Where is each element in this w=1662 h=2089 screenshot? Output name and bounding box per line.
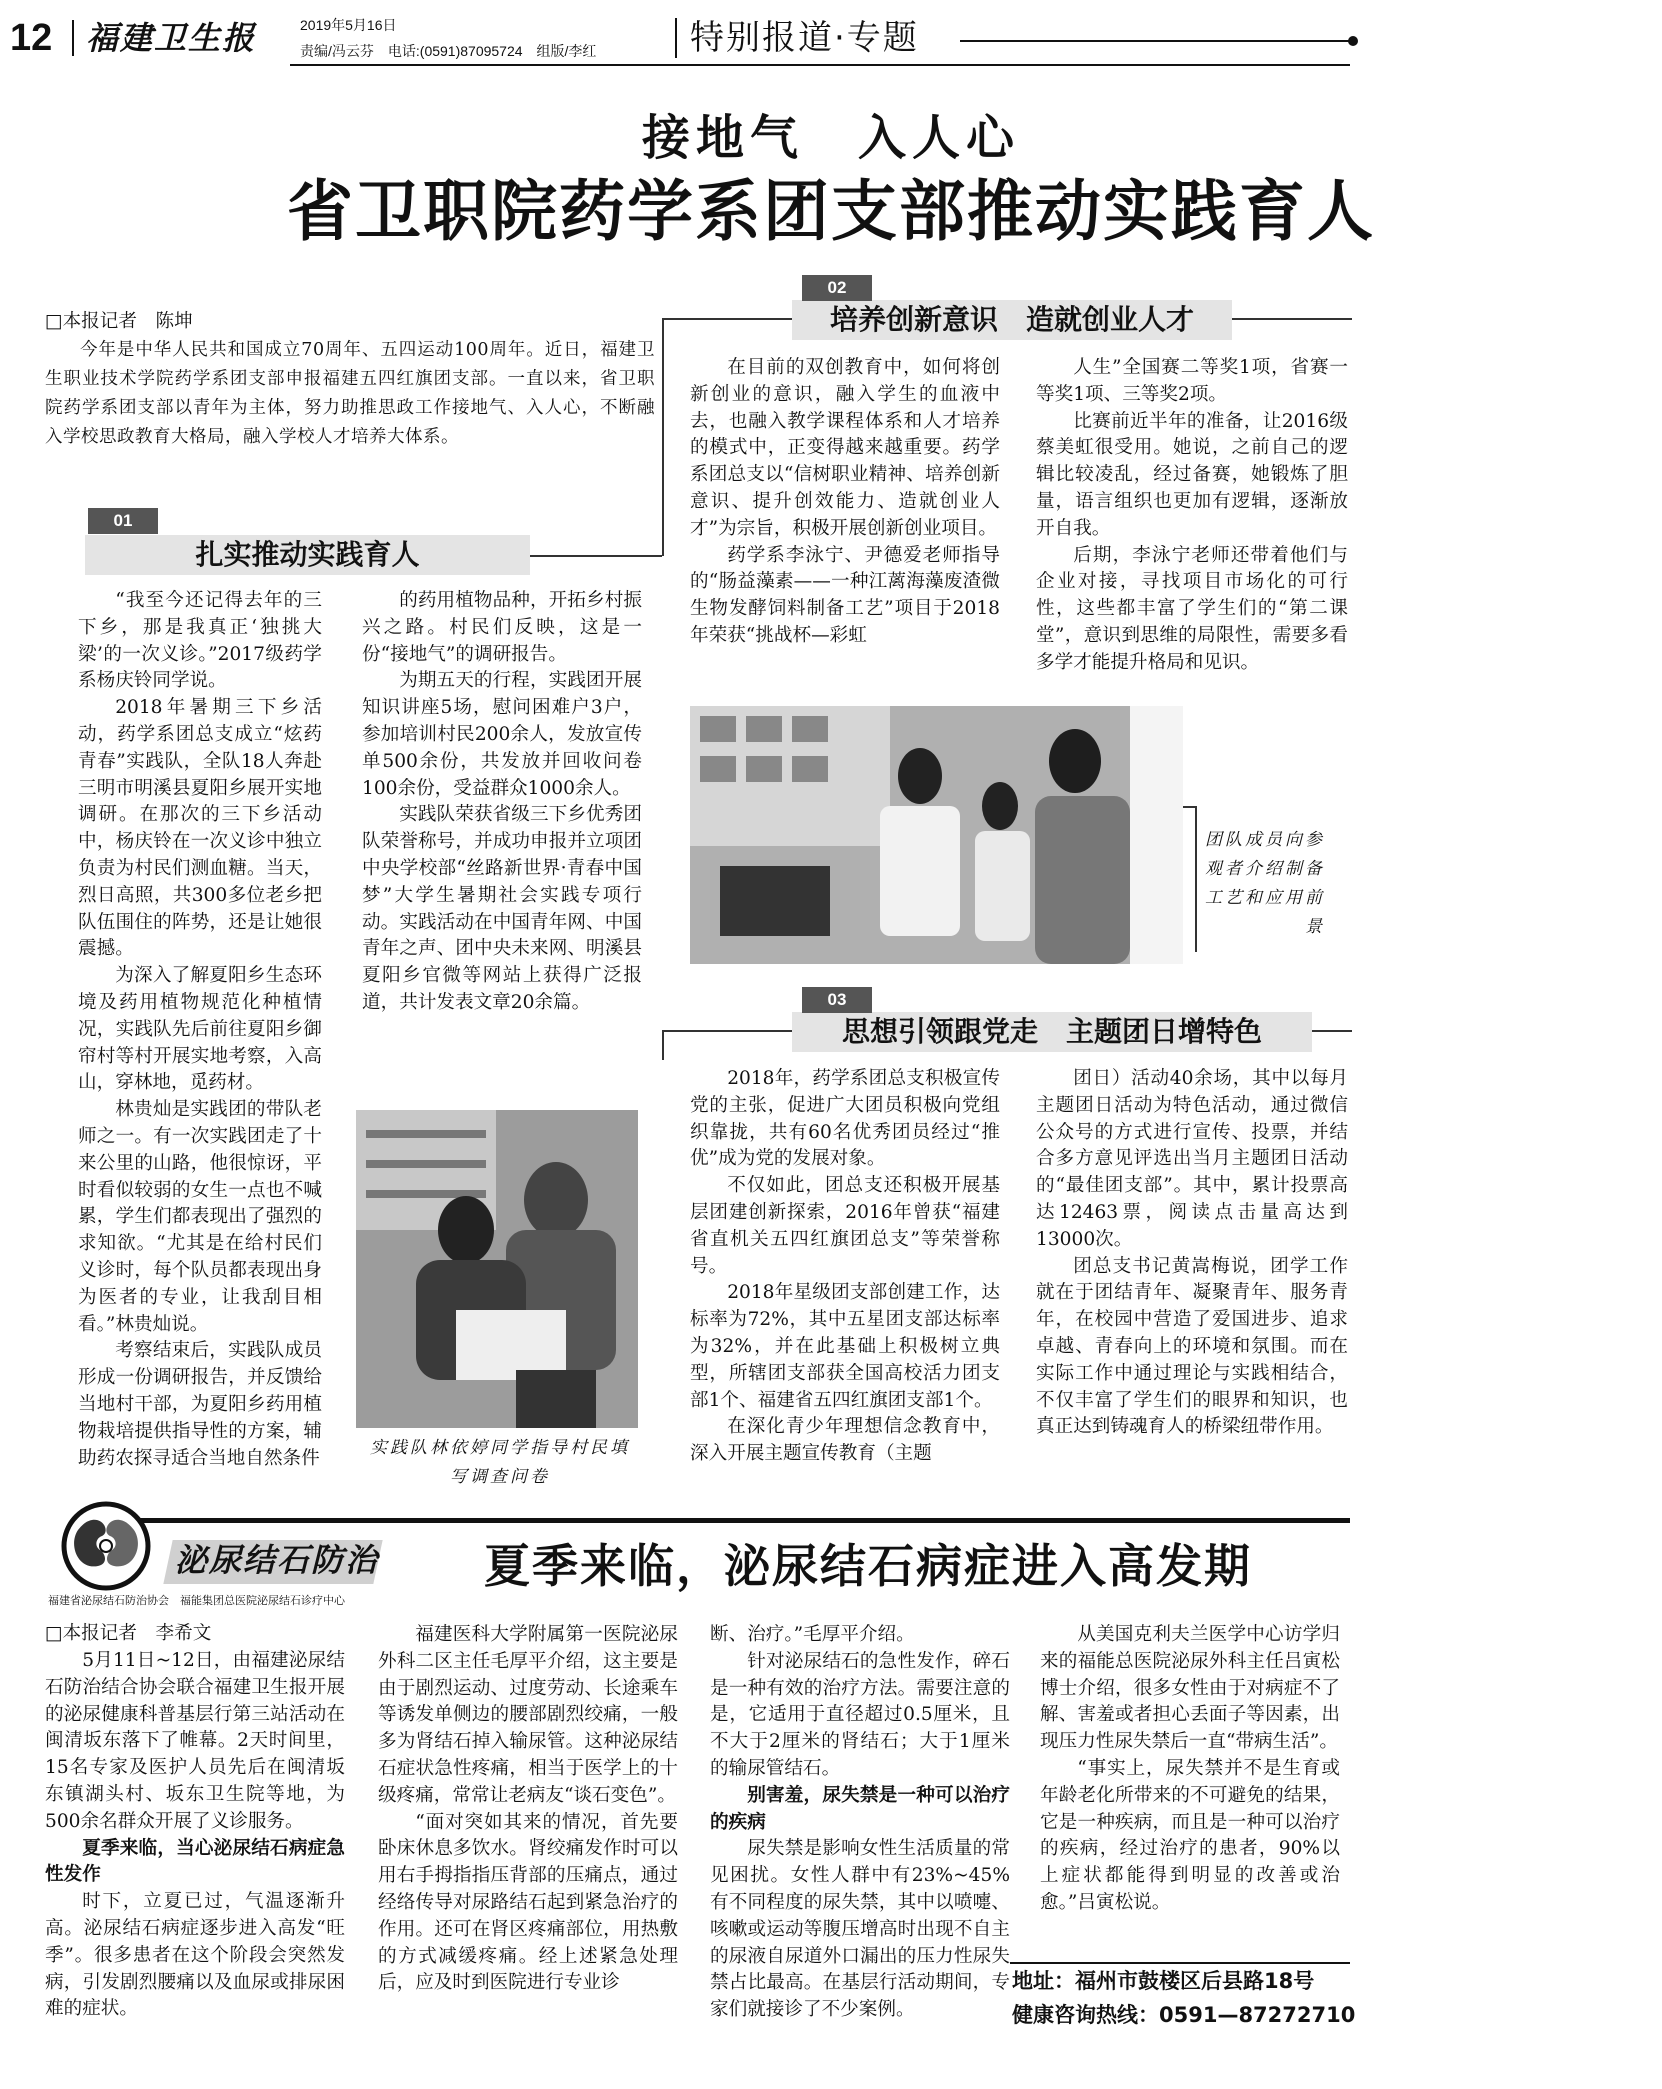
urology-column-4 <box>1040 1622 1340 1917</box>
paragraph: “我至今还记得去年的三下乡，那是我真正‘独挑大梁’的一次义诊。”2017级药学系杨庆铃同学说。 <box>78 590 322 692</box>
paragraph: 从美国克利夫兰医学中心访学归来的福能总医院泌尿外科主任吕寅松博士介绍，很多女性由于对病症不了解、害羞或者担心丢面子等因素，出现压力性尿失禁后一直“带病生活”。 <box>1040 1624 1340 1753</box>
lead-paragraph: 今年是中华人民共和国成立70周年、五四运动100周年。近日，福建卫生职业技术学院药学系团支部申报福建五四红旗团支部。一直以来，省卫职院药学系团支部以青年为主体，努力助推思政工作接地气、入人心，不断融入学校思政教育大格局，融入学校人才培养大体系。 <box>45 340 655 447</box>
section-connector <box>1232 318 1352 320</box>
issue-date: 2019年5月16日 <box>300 17 397 33</box>
paragraph: 时下，立夏已过，气温逐渐升高。泌尿结石病症逐步进入高发“旺季”。很多患者在这个阶段会突然发病，引发剧烈腰痛以及血尿或排尿困难的症状。 <box>45 1891 345 2020</box>
section-number: 02 <box>802 275 872 301</box>
paragraph: 针对泌尿结石的急性发作，碎石是一种有效的治疗方法。需要注意的是，它适用于直径超过0.5厘米，且不大于2厘米的肾结石；大于1厘米的输尿管结石。 <box>710 1650 1010 1779</box>
urology-column-2 <box>378 1622 678 1997</box>
paragraph: 人生”全国赛二等奖1项，省赛一等奖1项、三等奖2项。 <box>1036 357 1348 405</box>
urology-column-3 <box>710 1622 1010 2024</box>
article-kicker: 接地气 入人心 <box>641 110 1020 166</box>
paragraph: 2018年暑期三下乡活动，药学系团总支成立“炫药青春”实践队，全队18人奔赴三明市明溪县夏阳乡展开实地调研。在那次的三下乡活动中，杨庆铃在一次义诊中独立负责为村民们测血糖。当天，烈日高照，共300多位老乡把队伍围住的阵势，还是让她很震撼。 <box>78 697 322 960</box>
contact-address: 地址：福州市鼓楼区后县路18号 <box>1012 1969 1315 1993</box>
paragraph: 林贵灿是实践团的带队老师之一。有一次实践团走了十来公里的山路，他很惊讶，平时看似较弱的女生一点也不喊累，学生们都表现出了强烈的求知欲。“尤其是在给村民们义诊时，每个队员都表现出身为医者的专业，让我刮目相看。”林贵灿说。 <box>78 1099 322 1335</box>
header-divider <box>72 20 74 56</box>
bullet-icon <box>1348 36 1358 46</box>
photo-exhibit-image <box>690 706 1183 964</box>
contact-hotline: 健康咨询热线：0591—87272710 <box>1012 2003 1356 2027</box>
photo-caption-survey: 实践队林依婷同学指导村民填写调查问卷 <box>370 1438 630 1487</box>
section-connector <box>662 318 792 320</box>
paragraph: 尿失禁是影响女性生活质量的常见困扰。女性人群中有23%~45%有不同程度的尿失禁，其中以喷嚏、咳嗽或运动等腹压增高时出现不自主的尿液自尿道外口漏出的压力性尿失禁占比最高。在基层行活动期间，专家们就接诊了不少案例。 <box>710 1838 1010 2021</box>
contact-divider <box>1010 1962 1350 1964</box>
paragraph: 团日）活动40余场，其中以每月主题团日活动为特色活动，通过微信公众号的方式进行宣传、投票，并结合多方意见评选出当月主题团日活动的“最佳团支部”。其中，累计投票高达12463票，阅读点击量高达到13000次。 <box>1036 1068 1348 1250</box>
paragraph: 在目前的双创教育中，如何将创新创业的意识，融入学生的血液中去，也融入教学课程体系和人才培养的模式中，正变得越来越重要。药学系团总支以“信树职业精神、培养创新意识、提升创效能力、造就创业人才”为宗旨，积极开展创新创业项目。 <box>690 357 1000 539</box>
photo-survey <box>356 1110 638 1428</box>
paragraph: 药学系李泳宁、尹德爱老师指导的“肠益藻素——一种江蓠海藻废渣微生物发酵饲料制备工艺”项目于2018年荣获“挑战杯—彩虹 <box>690 544 1000 646</box>
urology-column-1 <box>45 1648 345 2023</box>
paragraph: 不仅如此，团总支还积极开展基层团建创新探索，2016年曾获“福建省直机关五四红旗团总支”等荣誉称号。 <box>690 1175 1000 1277</box>
paragraph: “面对突如其来的情况，首先要卧床休息多饮水。肾绞痛发作时可以用右手拇指指压背部的压痛点，通过经络传导对尿路结石起到紧急治疗的作用。还可在肾区疼痛部位，用热敷的方式减缓疼痛。经上述紧急处理后，应及时到医院进行专业诊 <box>378 1811 678 1994</box>
paragraph: 为期五天的行程，实践团开展知识讲座5场，慰问困难户3户，参加培训村民200余人，发放宣传单500余份，共发放并回收问卷100余份，受益群众1000余人。 <box>362 670 642 799</box>
caption-connector <box>1183 806 1195 808</box>
main-headline: 省卫职院药学系团支部推动实践育人 <box>287 173 1375 250</box>
paragraph: 团总支书记黄嵩梅说，团学工作就在于团结青年、凝聚青年、服务青年，在校园中营造了爱国进步、追求卓越、青春向上的环境和氛围。而在实际工作中通过理论与实践相结合，不仅丰富了学生们的眼界和知识，也真正达到铸魂育人的桥梁纽带作用。 <box>1036 1255 1348 1438</box>
paragraph: 为深入了解夏阳乡生态环境及药用植物规范化种植情况，实践队先后前往夏阳乡御帘村等村开展实地考察，入高山，穿林地，觅药材。 <box>78 965 322 1094</box>
section-title: 特别报道·专题 <box>690 18 919 58</box>
subheading: 夏季来临，当心泌尿结石病症急性发作 <box>45 1837 345 1886</box>
paragraph: 的药用植物品种，开拓乡村振兴之路。村民们反映，这是一份“接地气”的调研报告。 <box>362 590 642 665</box>
column-rule <box>662 318 664 556</box>
section-connector <box>662 1030 792 1032</box>
newspaper-name: 福建卫生报 <box>86 19 257 57</box>
paragraph: “事实上，尿失禁并不是生育或年龄老化所带来的不可避免的结果，它是一种疾病，而且是一种可以治疗的疾病，经过治疗的患者，90%以上症状都能得到明显的改善或治愈。”吕寅松说。 <box>1040 1757 1340 1913</box>
section-connector <box>1312 1030 1352 1032</box>
photo-caption-exhibit: 团队成员向参观者介绍制备工艺和应用前景 <box>1205 830 1325 937</box>
paragraph: 5月11日~12日，由福建泌尿结石防治结合协会联合福建卫生报开展的泌尿健康科普基层行第三站活动在闽清坂东落下了帷幕。2天时间里，15名专家及医护人员先后在闽清坂东镇湖头村、坂东卫生院等地，为500余名群众开展了义诊服务。 <box>45 1650 345 1832</box>
section-title-02: 培养创新意识 造就创业人才 <box>829 303 1194 336</box>
section3-column-2 <box>1036 1066 1348 1441</box>
header-rule-right <box>960 40 1350 42</box>
column-rule <box>662 1030 664 1060</box>
page-number: 12 <box>10 17 53 59</box>
section-connector <box>530 555 662 557</box>
organizer-line: 福建省泌尿结石防治协会 福能集团总医院泌尿结石诊疗中心 <box>48 1594 345 1607</box>
column-logo-title: 泌尿结石防治 <box>175 1541 380 1579</box>
article-lead <box>45 336 655 452</box>
article-byline: □本报记者 陈坤 <box>45 311 193 332</box>
paragraph: 在深化青少年理想信念教育中，深入开展主题宣传教育（主题 <box>690 1416 1000 1465</box>
paragraph: 后期，李泳宁老师还带着他们与企业对接，寻找项目市场化的可行性，这些都丰富了学生们的“第二课堂”，意识到思维的局限性，需要多看多学才能提升格局和见识。 <box>1036 544 1348 673</box>
paragraph: 2018年，药学系团总支积极宣传党的主张，促进广大团员积极向党组织靠拢，共有60名优秀团员经过“推优”成为党的发展对象。 <box>690 1068 1000 1170</box>
section-title-01: 扎实推动实践育人 <box>195 538 420 571</box>
section1-column-2 <box>362 588 642 1017</box>
section-title-03: 思想引领跟党走 主题团日增特色 <box>841 1015 1262 1048</box>
header-rule <box>290 64 1350 66</box>
header-divider <box>675 18 677 58</box>
page-header <box>0 0 1662 70</box>
section-divider <box>140 1518 1350 1523</box>
section2-column-2 <box>1036 355 1348 677</box>
section-number: 03 <box>802 987 872 1013</box>
photo-survey-image <box>356 1110 638 1428</box>
paragraph: 断、治疗。”毛厚平介绍。 <box>710 1624 915 1645</box>
section1-column-1 <box>78 588 322 1472</box>
urology-headline: 夏季来临，泌尿结石病症进入高发期 <box>484 1539 1252 1593</box>
subheading: 别害羞，尿失禁是一种可以治疗的疾病 <box>710 1784 1010 1833</box>
paragraph: 福建医科大学附属第一医院泌尿外科二区主任毛厚平介绍，这主要是由于剧烈运动、过度劳动、长途乘车等诱发单侧边的腰部剧烈绞痛，一般多为肾结石掉入输尿管。这种泌尿结石症状急性疼痛，相当于医学上的十级疼痛，常常让老病友“谈石变色”。 <box>378 1624 678 1806</box>
urology-byline: □本报记者 李希文 <box>45 1623 212 1644</box>
section3-column-1 <box>690 1066 1000 1468</box>
paragraph: 实践队荣获省级三下乡优秀团队荣誉称号，并成功申报并立项团中央学校部“丝路新世界·青春中国梦”大学生暑期社会实践专项行动。实践活动在中国青年网、中国青年之声、团中央未来网、明溪县夏阳乡官微等网站上获得广泛报道，共计发表文章20余篇。 <box>362 804 642 1013</box>
editor-credits: 责编/冯云芬 电话:(0591)87095724 组版/李红 <box>300 43 597 59</box>
section-number: 01 <box>88 508 158 534</box>
section2-column-1 <box>690 355 1000 650</box>
photo-exhibit <box>690 706 1183 964</box>
paragraph: 比赛前近半年的准备，让2016级蔡美虹很受用。她说，之前自己的逻辑比较凌乱，经过备赛，她锻炼了胆量，语言组织也更加有逻辑，逐渐放开自我。 <box>1036 410 1348 539</box>
paragraph: 考察结束后，实践队成员形成一份调研报告，并反馈给当地村干部，为夏阳乡药用植物栽培提供指导性的方案，辅助药农探寻适合当地自然条件 <box>78 1340 322 1469</box>
paragraph: 2018年星级团支部创建工作，达标率为72%，其中五星团支部达标率为32%，并在此基础上积极树立典型，所辖团支部获全国高校活力团支部1个、福建省五四红旗团支部1个。 <box>690 1282 1000 1411</box>
kidney-logo-icon <box>48 1500 168 1592</box>
